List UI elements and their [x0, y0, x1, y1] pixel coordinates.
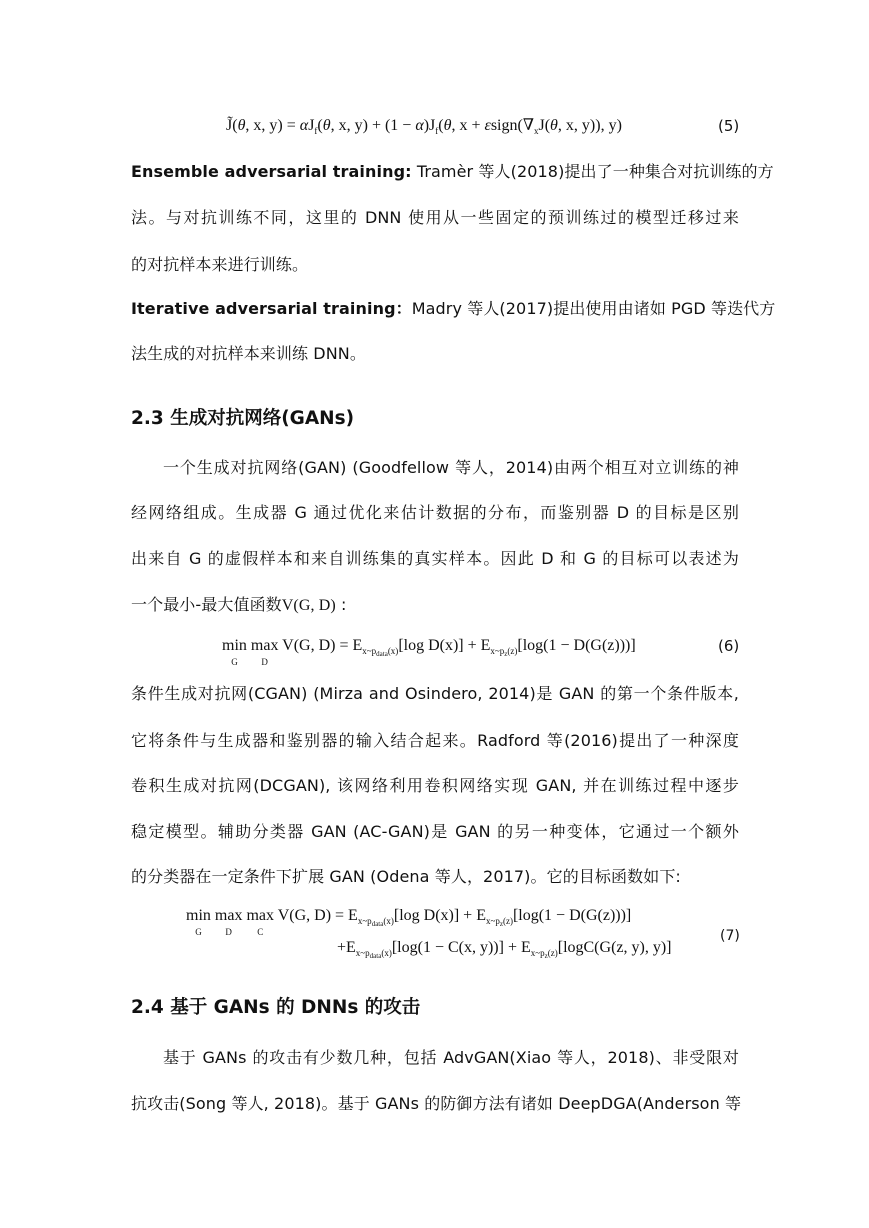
- equation-6: min G max D V(G, $D) = E_{x\sim p_{data}(x)}[\log$ $D(x)] + E_{x\sim p_z(z)}[\log(1 - D(G(z)))]$: [222, 637, 636, 667]
- value-function-symbol: V(G, D): [281, 597, 336, 614]
- section-2-3-heading: 2.3 生成对抗网络(GANs): [131, 408, 355, 429]
- cgan-paragraph-line-1: 条件生成对抗网(CGAN) (Mirza and Osindero, 2014)是 GAN 的第一个条件版本,: [131, 684, 739, 703]
- iterative-label: Iterative adversarial training：: [131, 299, 412, 318]
- equation-5-number: (5): [718, 117, 740, 135]
- cgan-paragraph-line-4: 稳定模型。辅助分类器 GAN (AC-GAN)是 GAN 的另一种变体，它通过一个额外: [131, 822, 739, 841]
- gan-paragraph-line-4: 一个最小-最大值函数V(G, D) :: [131, 595, 347, 614]
- equation-7-line-2: $+E_{x\sim p_{data}(x)}[\log(1 - C(x$, $y))] + E_{x\sim p_z(z)}[\log C(G(z$, y), y)]: [337, 939, 672, 960]
- equation-7-line-1: min G max D max C V(G, $D) = E_{x\sim p_{data}(x)}[\log$ $D(x)] + E_{x\sim p_z(z)}[\log(1 - D(G(z)))]$: [186, 907, 632, 937]
- iterative-paragraph-line-2: 法生成的对抗样本来训练 DNN。: [131, 344, 366, 363]
- equation-7-number: (7): [720, 928, 740, 944]
- ensemble-paragraph-line-1: Ensemble adversarial training: Tramèr 等人(2018)提出了一种集合对抗训练的方: [131, 162, 774, 181]
- gan-attack-paragraph-line-1: 基于 GANs 的攻击有少数几种，包括 AdvGAN(Xiao 等人，2018)、非受限对: [163, 1048, 739, 1067]
- iterative-paragraph-line-1: Iterative adversarial training：Madry 等人(2017)提出使用由诸如 PGD 等迭代方: [131, 299, 776, 318]
- cgan-paragraph-line-5: 的分类器在一定条件下扩展 GAN (Odena 等人，2017)。它的目标函数如下:: [131, 867, 681, 886]
- section-2-4-heading: 2.4 基于 GANs 的 DNNs 的攻击: [131, 997, 421, 1018]
- equation-6-number: (6): [718, 637, 740, 655]
- gan-paragraph-line-2: 经网络组成。生成器 G 通过优化来估计数据的分布，而鉴别器 D 的目标是区别: [131, 503, 739, 522]
- gan-attack-paragraph-line-2: 抗攻击(Song 等人, 2018)。基于 GANs 的防御方法有诸如 DeepDGA(Anderson 等: [131, 1094, 742, 1113]
- ensemble-label: Ensemble adversarial training:: [131, 162, 412, 181]
- ensemble-paragraph-line-2: 法。与对抗训练不同，这里的 DNN 使用从一些固定的预训练过的模型迁移过来: [131, 208, 739, 227]
- gan-paragraph-line-3: 出来自 G 的虚假样本和来自训练集的真实样本。因此 D 和 G 的目标可以表述为: [131, 549, 739, 568]
- cgan-paragraph-line-3: 卷积生成对抗网(DCGAN), 该网络利用卷积网络实现 GAN, 并在训练过程中逐步: [131, 776, 739, 795]
- equation-5: J̃(θ, x, $y) = \alpha J_f(\theta$, x, $y) + (1 - \alpha)J_f(\theta$, $x + \varepsilon sign(\nabla_xJ(\theta$, x, y)), y): [226, 117, 622, 136]
- cgan-paragraph-line-2: 它将条件与生成器和鉴别器的输入结合起来。Radford 等(2016)提出了一种深度: [131, 731, 739, 750]
- gan-paragraph-line-1: 一个生成对抗网络(GAN) (Goodfellow 等人，2014)由两个相互对立训练的神: [163, 458, 739, 477]
- ensemble-paragraph-line-3: 的对抗样本来进行训练。: [131, 255, 309, 274]
